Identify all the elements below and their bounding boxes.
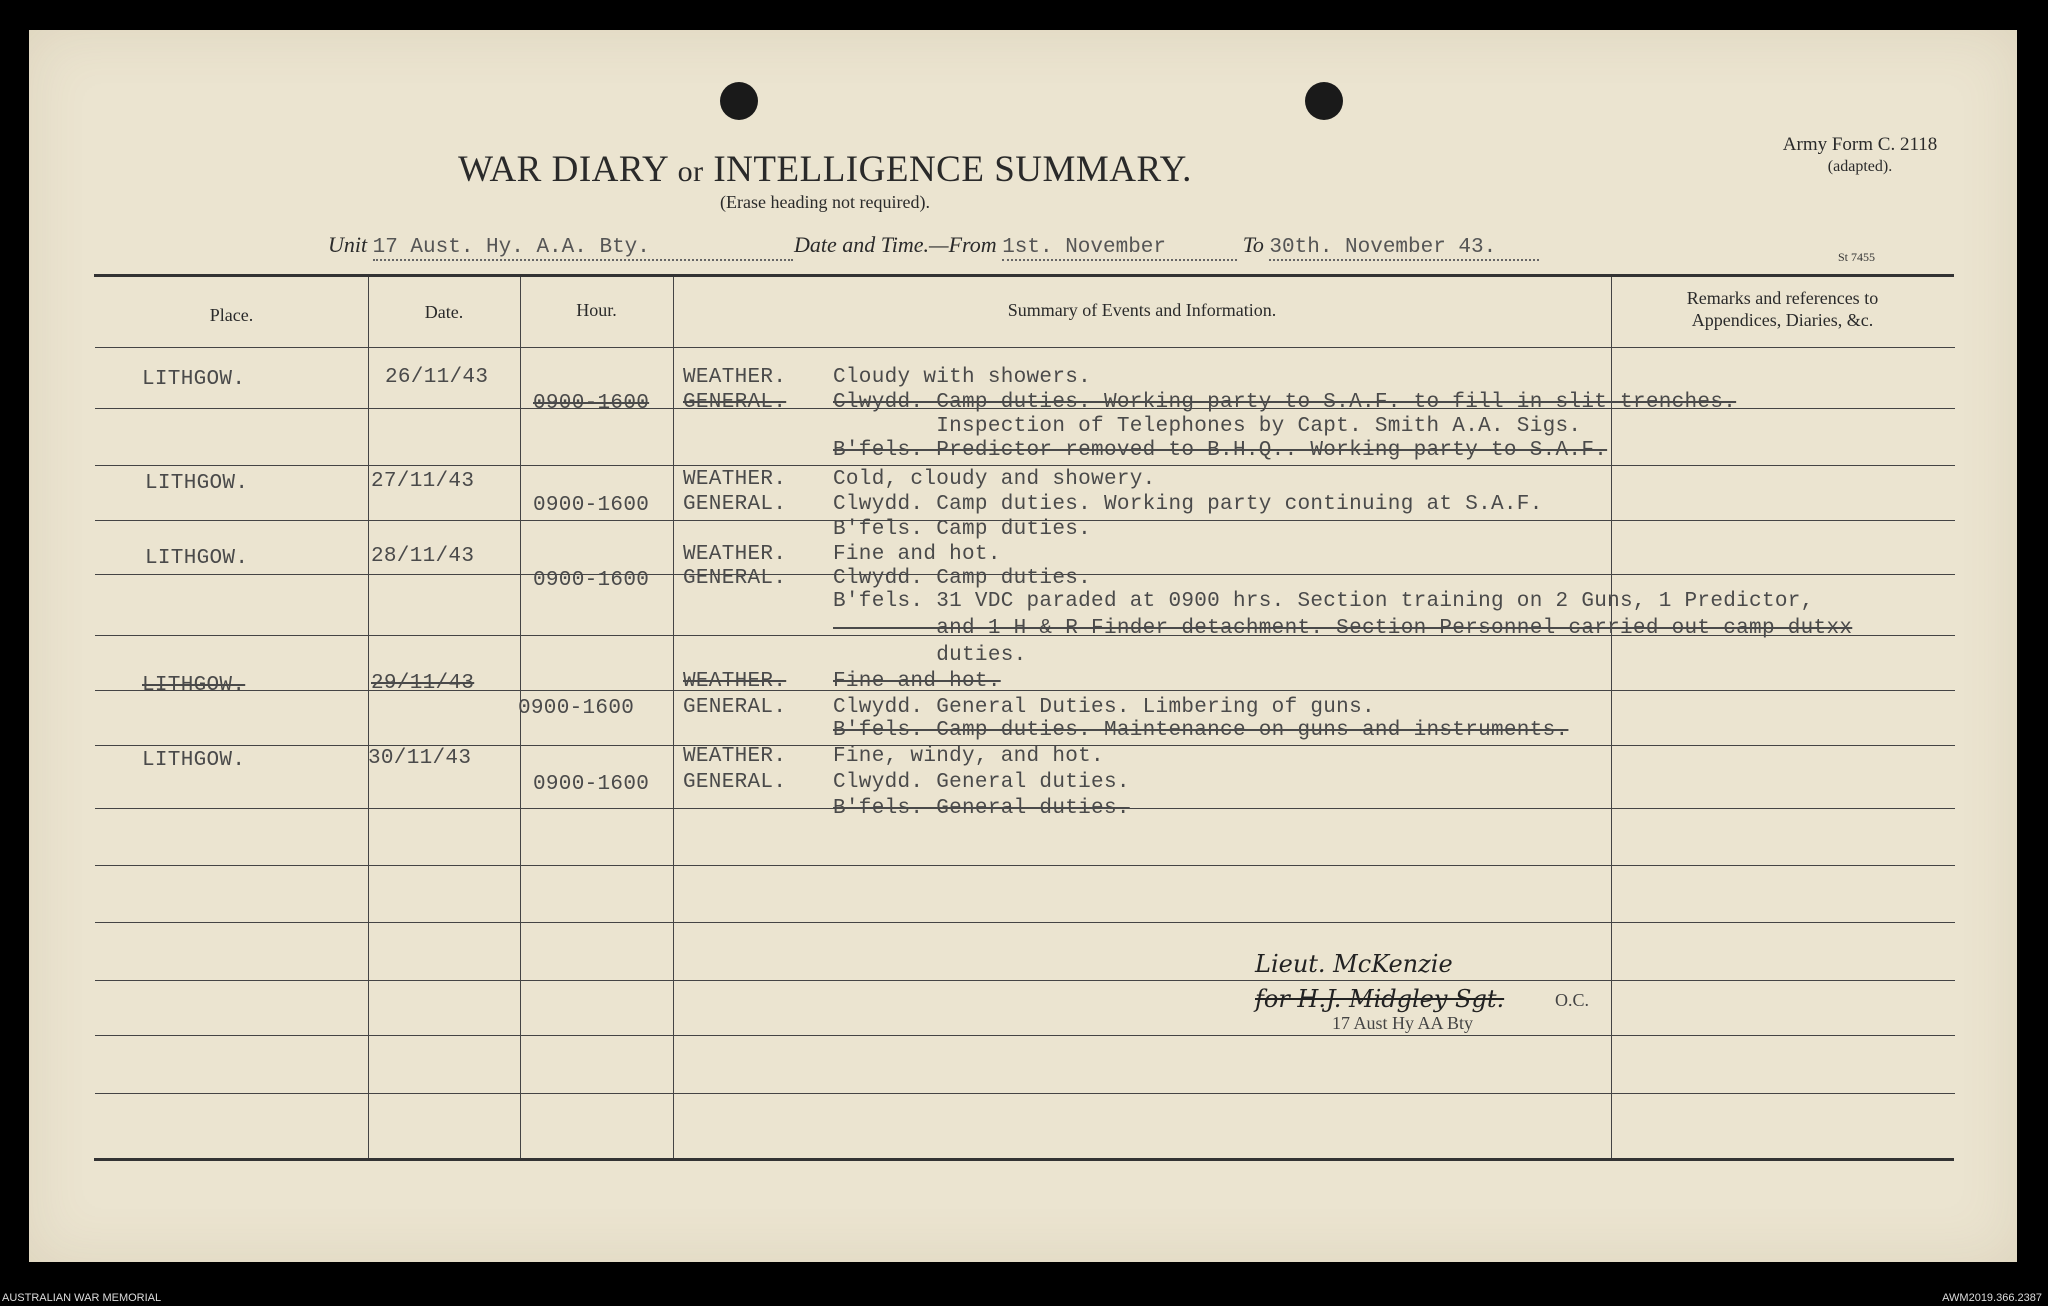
entry-tag: GENERAL. (683, 493, 787, 516)
date-range: Date and Time.—From 1st. November To 30th. November 43. (794, 232, 1539, 261)
column-header-summary: Summary of Events and Information. (1007, 300, 1277, 320)
entry-place: LITHGOW. (142, 674, 246, 697)
entry-tag: WEATHER. (683, 543, 787, 566)
column-divider (673, 277, 674, 1158)
entry-hour: 0900-1600 (518, 697, 635, 720)
entry-tag: GENERAL. (683, 771, 787, 794)
entry-line: Fine and hot. (833, 670, 1001, 693)
entry-date: 29/11/43 (371, 672, 475, 695)
entry-line: B'fels. Predictor removed to B.H.Q.. Working party to S.A.F. (833, 439, 1608, 462)
entry-date: 28/11/43 (371, 545, 475, 568)
entry-line: Clwydd. Camp duties. (833, 567, 1092, 590)
entry-line: Inspection of Telephones by Capt. Smith A.A. Sigs. (833, 415, 1582, 438)
entry-tag: GENERAL. (683, 391, 787, 414)
officer-commanding-label: O.C. (1555, 990, 1590, 1010)
entry-line: B'fels. Camp duties. (833, 518, 1092, 541)
entry-line: Cold, cloudy and showery. (833, 468, 1156, 491)
army-form-label: Army Form C. 2118 (adapted). (1782, 134, 1938, 175)
signature-line: for H.J. Midgley Sgt. (1255, 985, 1505, 1013)
footer-accession: AWM2019.366.2387 (1942, 1292, 2042, 1304)
from-date: 1st. November (1002, 236, 1167, 259)
header-rule (95, 347, 1955, 348)
column-header-remarks: Remarks and references to Appendices, Diaries, &c. (1686, 288, 1879, 330)
entry-hour: 0900-1600 (533, 569, 650, 592)
entry-line: B'fels. Camp duties. Maintenance on guns and instruments. (833, 719, 1569, 742)
row-rule (95, 865, 1955, 866)
column-divider (368, 277, 369, 1158)
entry-date: 27/11/43 (371, 470, 475, 493)
entry-line: duties. (833, 644, 1027, 667)
entry-hour: 0900-1600 (533, 773, 650, 796)
unit-line: Unit 17 Aust. Hy. A.A. Bty. (328, 232, 793, 261)
entry-tag: WEATHER. (683, 366, 787, 389)
entry-line: Clwydd. General duties. (833, 771, 1130, 794)
entry-place: LITHGOW. (145, 472, 249, 495)
punch-hole-left (720, 82, 758, 120)
signature-line: Lieut. McKenzie (1255, 950, 1453, 978)
entry-line: Fine and hot. (833, 543, 1001, 566)
entry-tag: GENERAL. (683, 567, 787, 590)
entry-line: B'fels. General duties. (833, 797, 1130, 820)
row-rule (95, 980, 1955, 981)
row-rule (95, 1093, 1955, 1094)
entry-date: 30/11/43 (368, 747, 472, 770)
entry-place: LITHGOW. (142, 749, 246, 772)
footer-credit: AUSTRALIAN WAR MEMORIAL (2, 1292, 162, 1304)
unit-stamp: 17 Aust Hy AA Bty (1332, 1013, 1474, 1033)
entry-tag: WEATHER. (683, 670, 787, 693)
column-header-date: Date. (424, 302, 464, 322)
entry-tag: GENERAL. (683, 696, 787, 719)
entry-line: Clwydd. Camp duties. Working party to S.A.F. to fill in slit trenches. (833, 391, 1737, 414)
entry-line: Cloudy with showers. (833, 366, 1092, 389)
row-rule (95, 1035, 1955, 1036)
punch-hole-right (1305, 82, 1343, 120)
entry-line: Clwydd. Camp duties. Working party continuing at S.A.F. (833, 493, 1543, 516)
entry-hour: 0900-1600 (533, 392, 650, 415)
entry-line: and 1 H & R Finder detachment. Section Personnel carried out camp dutxx (833, 617, 1853, 640)
column-header-hour: Hour. (576, 300, 617, 320)
table-bottom-border (94, 1158, 1954, 1161)
entry-line: B'fels. 31 VDC paraded at 0900 hrs. Section training on 2 Guns, 1 Predictor, (833, 590, 1814, 613)
entry-tag: WEATHER. (683, 745, 787, 768)
entry-place: LITHGOW. (145, 547, 249, 570)
table-top-border (94, 274, 1954, 277)
page-subtitle: (Erase heading not required). (720, 192, 930, 212)
to-date: 30th. November 43. (1269, 236, 1497, 259)
entry-line: Clwydd. General Duties. Limbering of guns. (833, 696, 1375, 719)
page-title: WAR DIARY or INTELLIGENCE SUMMARY. (458, 149, 1192, 190)
entry-place: LITHGOW. (142, 368, 246, 391)
entry-hour: 0900-1600 (533, 494, 650, 517)
column-header-place: Place. (209, 305, 254, 325)
entry-line: Fine, windy, and hot. (833, 745, 1104, 768)
row-rule (95, 922, 1955, 923)
stock-code: St 7455 (1838, 250, 1876, 264)
entry-date: 26/11/43 (385, 366, 489, 389)
row-rule (95, 465, 1955, 466)
unit-value: 17 Aust. Hy. A.A. Bty. (372, 236, 650, 259)
entry-tag: WEATHER. (683, 468, 787, 491)
